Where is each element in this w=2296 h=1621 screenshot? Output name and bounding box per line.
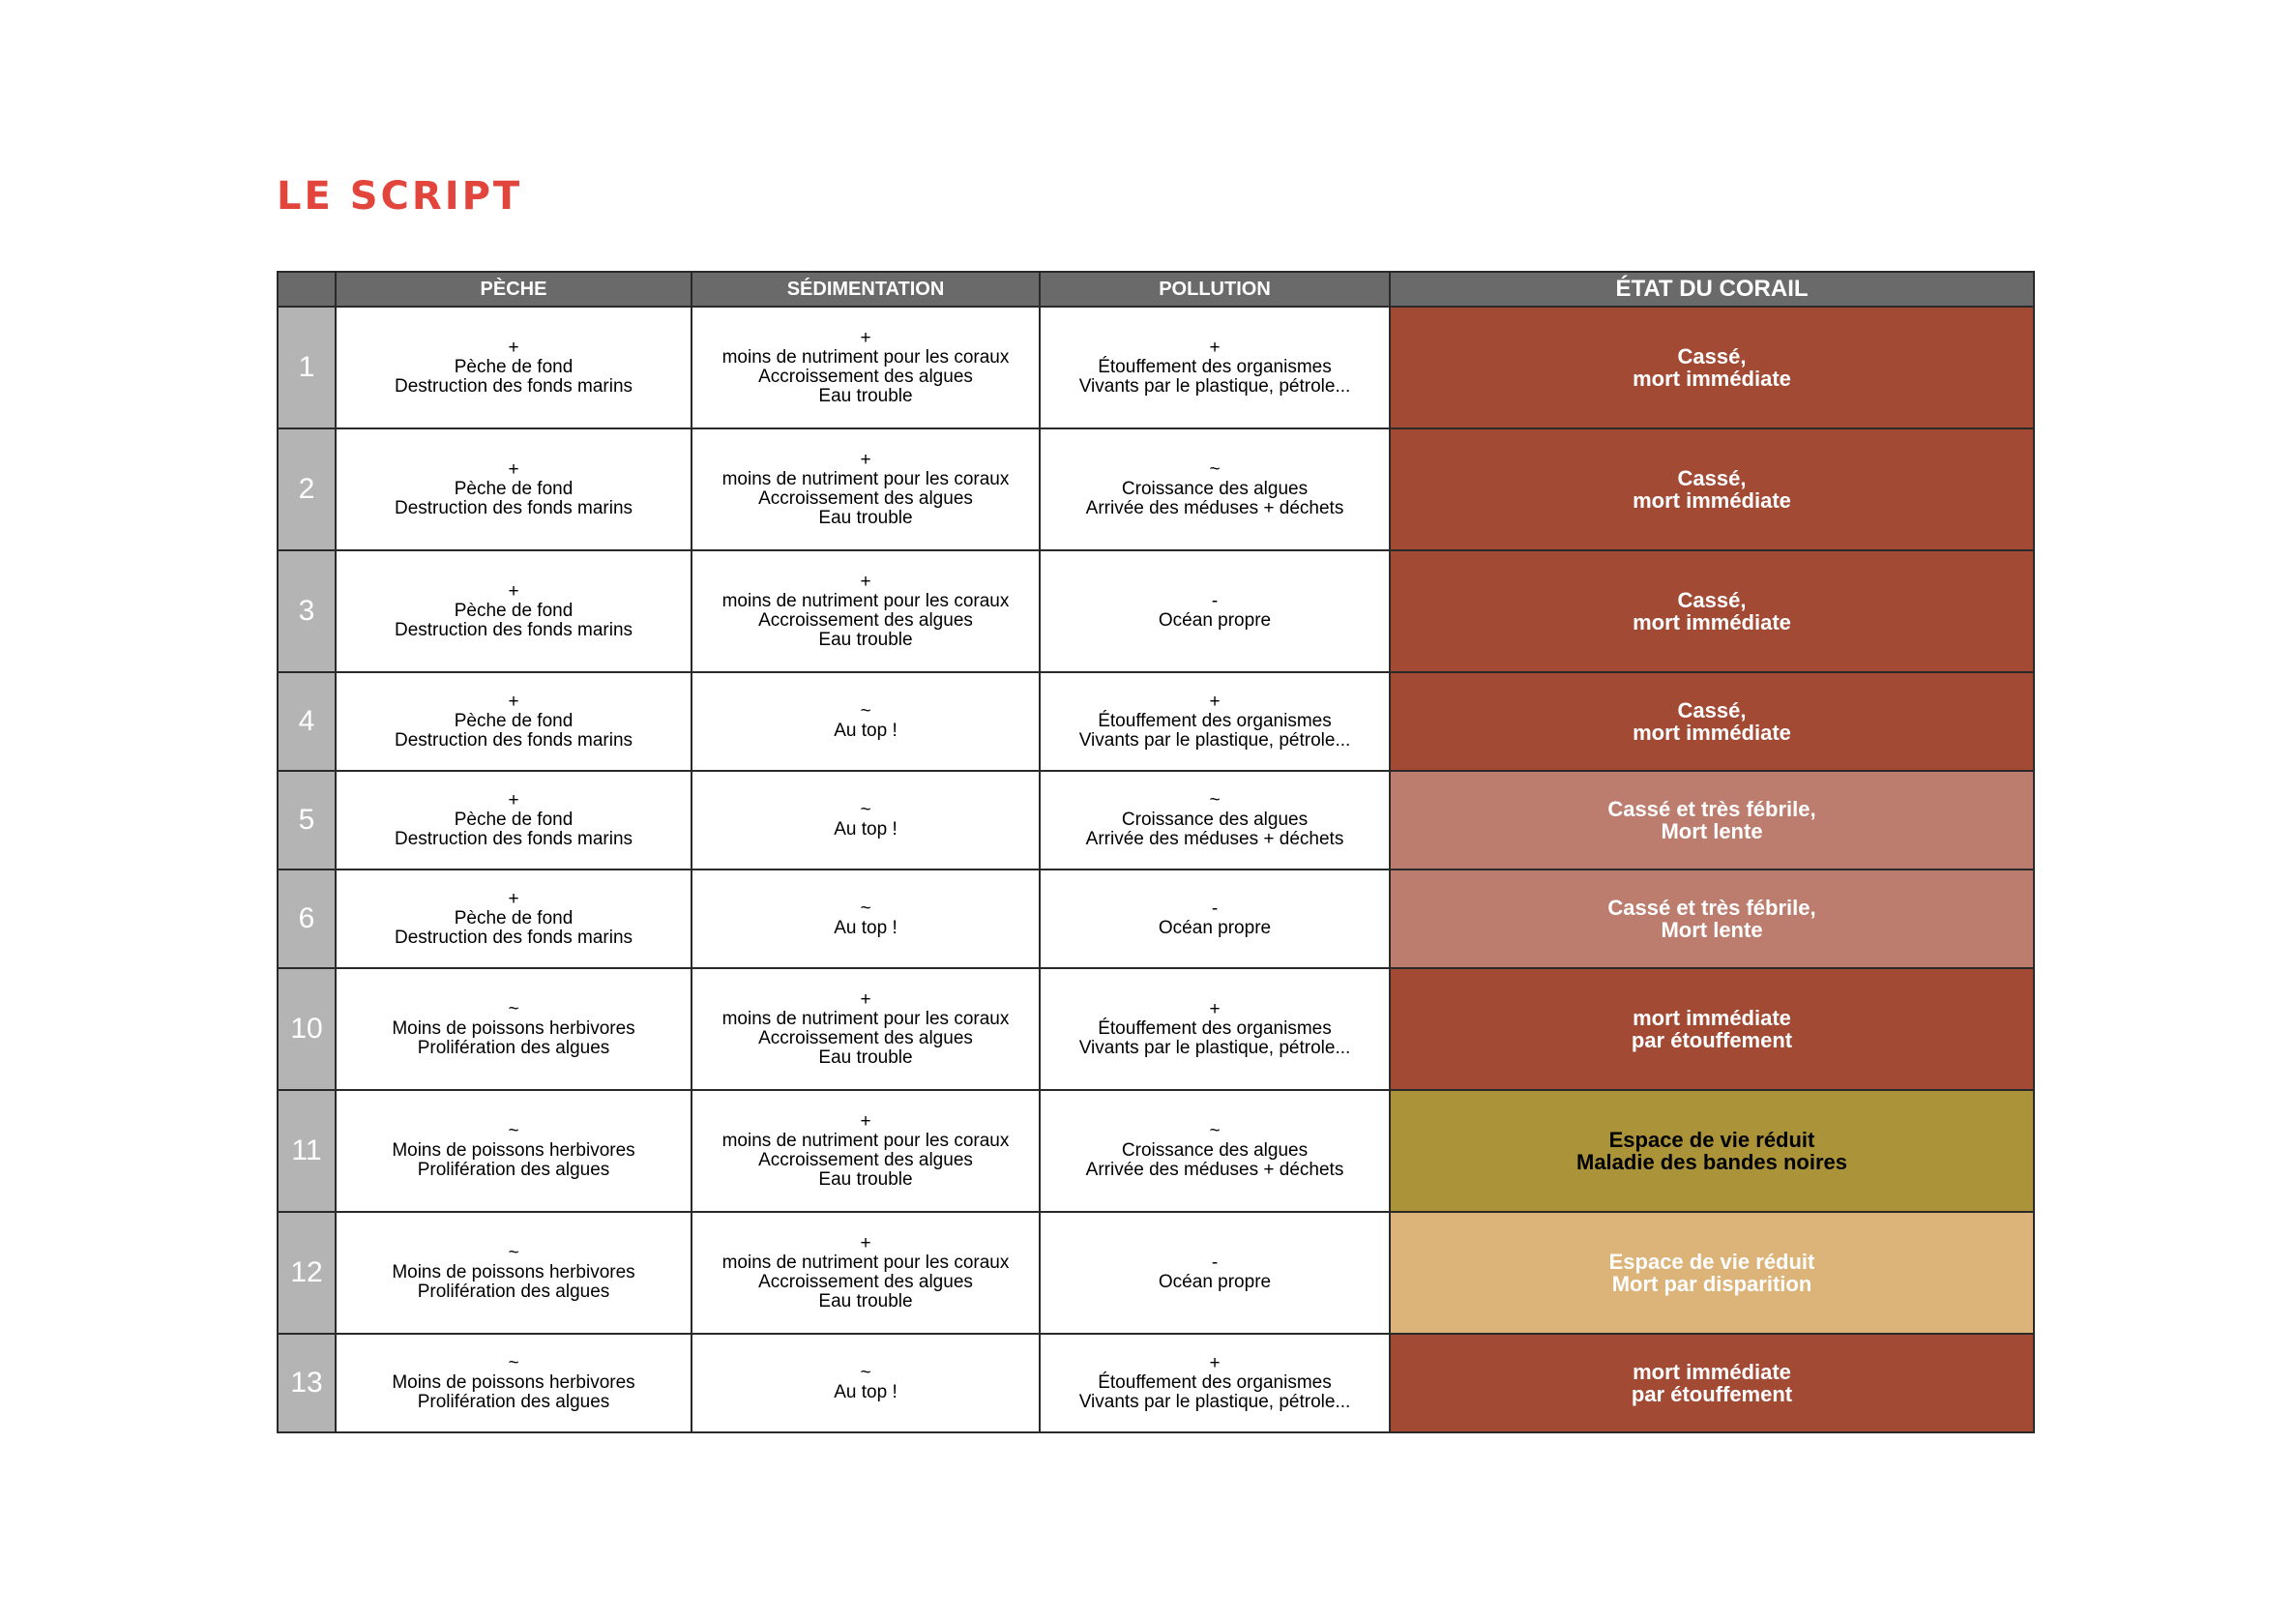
cell-line: ~ [1209,459,1221,480]
peche-cell [336,428,692,550]
cell-line: - [1211,591,1219,611]
cell-line: Étouffement des organismes [1098,357,1332,377]
cell-line: Destruction des fonds marins [394,730,633,751]
sedimentation-cell [692,1212,1040,1334]
coral-state-cell [1390,307,2034,428]
cell-line: moins de nutriment pour les coraux [721,1253,1010,1273]
pollution-cell [1040,672,1390,771]
coral-state-line: Espace de vie réduit [1608,1250,1815,1274]
sedimentation-cell [692,428,1040,550]
cell-line: Croissance des algues [1121,1140,1309,1161]
coral-state-line: Cassé, [1677,344,1747,368]
sedimentation-cell [692,1334,1040,1432]
sedimentation-cell [692,307,1040,428]
cell-line: + [860,450,871,470]
cell-line: + [1209,338,1221,358]
cell-line: Moins de poissons herbivores [392,1372,635,1393]
pollution-cell [1040,428,1390,550]
sedimentation-cell [692,771,1040,869]
cell-line: Moins de poissons herbivores [392,1140,635,1161]
table-row [278,968,2034,1090]
coral-state-line: Mort par disparition [1611,1272,1812,1296]
peche-cell [336,1212,692,1334]
cell-line: ~ [860,1363,871,1383]
cell-line: Moins de poissons herbivores [392,1262,635,1282]
table-row [278,1090,2034,1212]
cell-line: moins de nutriment pour les coraux [721,1131,1010,1151]
coral-state-line: par étouffement [1631,1382,1793,1406]
cell-line: Destruction des fonds marins [394,928,633,948]
cell-line: ~ [508,1121,519,1141]
cell-line: Océan propre [1158,610,1272,631]
coral-state-line: Maladie des bandes noires [1576,1150,1847,1174]
script-table [277,271,2035,1433]
coral-state-cell [1390,1334,2034,1432]
cell-line: + [860,989,871,1010]
header-etat: ÉTAT DU CORAIL [1390,272,2034,307]
cell-line: Eau trouble [818,508,913,528]
cell-line: + [508,692,519,712]
coral-state-line: mort immédiate [1633,367,1791,391]
cell-line: Pèche de fond [454,711,574,731]
pollution-cell [1040,1090,1390,1212]
cell-line: + [860,1111,871,1132]
coral-state-line: mort immédiate [1633,1360,1791,1384]
coral-state-cell [1390,869,2034,968]
coral-state-cell [1390,1090,2034,1212]
cell-line: Eau trouble [818,386,913,406]
cell-line: + [508,459,519,480]
table-row [278,771,2034,869]
coral-state-line: par étouffement [1631,1028,1793,1052]
cell-line: moins de nutriment pour les coraux [721,347,1010,368]
table-row [278,869,2034,968]
coral-state-line: Espace de vie réduit [1608,1128,1815,1152]
coral-state-line: Mort lente [1661,819,1763,843]
cell-line: Vivants par le plastique, pétrole... [1078,730,1351,751]
cell-line: Arrivée des méduses + déchets [1085,498,1344,518]
row-number: 12 [278,1212,336,1334]
cell-line: Pèche de fond [454,479,574,499]
cell-line: moins de nutriment pour les coraux [721,1009,1010,1029]
cell-line: Vivants par le plastique, pétrole... [1078,1038,1351,1058]
table-row [278,1334,2034,1432]
cell-line: Étouffement des organismes [1098,711,1332,731]
cell-line: + [860,1233,871,1253]
pollution-cell [1040,1212,1390,1334]
peche-cell [336,1334,692,1432]
coral-state-cell [1390,550,2034,672]
cell-line: Arrivée des méduses + déchets [1085,1160,1344,1180]
coral-state-cell [1390,672,2034,771]
table-row [278,1212,2034,1334]
peche-cell [336,771,692,869]
header-num [278,272,336,307]
cell-line: ~ [508,1353,519,1373]
cell-line: + [508,338,519,358]
cell-line: - [1211,1253,1219,1273]
coral-state-line: mort immédiate [1633,721,1791,745]
peche-cell [336,1090,692,1212]
cell-line: Accroissement des algues [758,367,973,387]
cell-line: Prolifération des algues [417,1392,610,1412]
table-row [278,428,2034,550]
coral-state-line: Cassé, [1677,698,1747,722]
cell-line: Accroissement des algues [758,1028,973,1048]
pollution-cell [1040,771,1390,869]
cell-line: Au top ! [834,918,898,938]
pollution-cell [1040,550,1390,672]
cell-line: Pèche de fond [454,601,574,621]
pollution-cell [1040,1334,1390,1432]
table-row [278,307,2034,428]
cell-line: Étouffement des organismes [1098,1018,1332,1039]
cell-line: Pèche de fond [454,810,574,830]
cell-line: Au top ! [834,819,898,840]
cell-line: + [1209,1353,1221,1373]
row-number: 3 [278,550,336,672]
header-sedimentation: SÉDIMENTATION [692,272,1040,307]
row-number: 4 [278,672,336,771]
sedimentation-cell [692,1090,1040,1212]
cell-line: Prolifération des algues [417,1160,610,1180]
sedimentation-cell [692,672,1040,771]
peche-cell [336,968,692,1090]
cell-line: + [860,328,871,348]
cell-line: Prolifération des algues [417,1038,610,1058]
table-row [278,550,2034,672]
cell-line: + [508,889,519,909]
cell-line: Croissance des algues [1121,810,1309,830]
sedimentation-cell [692,869,1040,968]
cell-line: Océan propre [1158,1272,1272,1292]
pollution-cell [1040,869,1390,968]
coral-state-line: Cassé, [1677,466,1747,490]
cell-line: ~ [508,999,519,1019]
row-number: 11 [278,1090,336,1212]
cell-line: moins de nutriment pour les coraux [721,591,1010,611]
cell-line: Destruction des fonds marins [394,376,633,397]
cell-line: Vivants par le plastique, pétrole... [1078,1392,1351,1412]
cell-line: ~ [508,1243,519,1263]
coral-state-cell [1390,1212,2034,1334]
cell-line: ~ [1209,1121,1221,1141]
coral-state-line: mort immédiate [1633,488,1791,513]
coral-state-line: Cassé et très fébrile, [1607,896,1816,920]
cell-line: + [508,581,519,602]
row-number: 1 [278,307,336,428]
peche-cell [336,869,692,968]
cell-line: ~ [860,800,871,820]
coral-state-cell [1390,428,2034,550]
cell-line: moins de nutriment pour les coraux [721,469,1010,489]
cell-line: Croissance des algues [1121,479,1309,499]
cell-line: Accroissement des algues [758,488,973,509]
cell-line: Océan propre [1158,918,1272,938]
cell-line: Arrivée des méduses + déchets [1085,829,1344,849]
row-number: 6 [278,869,336,968]
cell-line: Au top ! [834,1382,898,1402]
cell-line: Destruction des fonds marins [394,498,633,518]
header-pollution: POLLUTION [1040,272,1390,307]
peche-cell [336,550,692,672]
coral-state-cell [1390,968,2034,1090]
coral-state-line: Mort lente [1661,918,1763,942]
header-peche: PÈCHE [336,272,692,307]
cell-line: Accroissement des algues [758,610,973,631]
table-row [278,672,2034,771]
row-number: 2 [278,428,336,550]
cell-line: Pèche de fond [454,908,574,928]
peche-cell [336,307,692,428]
cell-line: Accroissement des algues [758,1150,973,1170]
cell-line: Prolifération des algues [417,1282,610,1302]
cell-line: Au top ! [834,721,898,741]
page-title: LE SCRIPT [277,174,523,219]
cell-line: Moins de poissons herbivores [392,1018,635,1039]
cell-line: ~ [860,701,871,722]
row-number: 5 [278,771,336,869]
coral-state-line: Cassé, [1677,588,1747,612]
pollution-cell [1040,968,1390,1090]
row-number: 13 [278,1334,336,1432]
cell-line: ~ [860,899,871,919]
cell-line: Pèche de fond [454,357,574,377]
cell-line: + [860,572,871,592]
coral-state-cell [1390,771,2034,869]
cell-line: Destruction des fonds marins [394,829,633,849]
peche-cell [336,672,692,771]
coral-state-line: Cassé et très fébrile, [1607,797,1816,821]
cell-line: Eau trouble [818,1169,913,1190]
cell-line: Eau trouble [818,630,913,650]
cell-line: Vivants par le plastique, pétrole... [1078,376,1351,397]
cell-line: ~ [1209,790,1221,810]
cell-line: Étouffement des organismes [1098,1372,1332,1393]
coral-state-line: mort immédiate [1633,610,1791,634]
cell-line: Eau trouble [818,1047,913,1068]
cell-line: + [1209,999,1221,1019]
header-row [278,272,2034,307]
cell-line: - [1211,899,1219,919]
cell-line: + [508,790,519,810]
coral-state-line: mort immédiate [1633,1006,1791,1030]
cell-line: Destruction des fonds marins [394,620,633,640]
pollution-cell [1040,307,1390,428]
sedimentation-cell [692,550,1040,672]
cell-line: Eau trouble [818,1291,913,1312]
sedimentation-cell [692,968,1040,1090]
cell-line: + [1209,692,1221,712]
row-number: 10 [278,968,336,1090]
cell-line: Accroissement des algues [758,1272,973,1292]
